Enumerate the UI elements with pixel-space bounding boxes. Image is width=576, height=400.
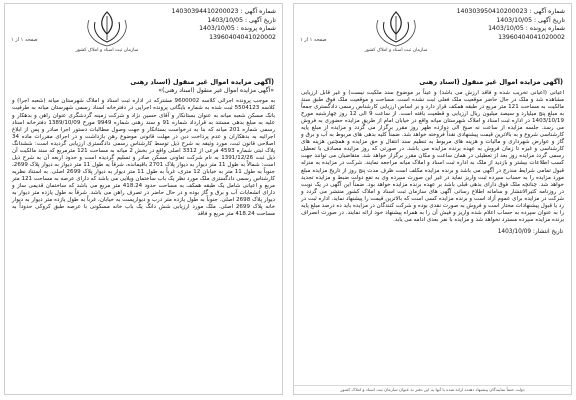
- registry-logo: [364, 8, 428, 64]
- page-header: [294, 4, 571, 78]
- row-number: 13960404041020002: [498, 33, 565, 41]
- notice-page-right: [293, 3, 572, 395]
- notice-page-left: [4, 3, 283, 395]
- page-header: [5, 4, 282, 78]
- notice-date: تاریخ آگهی : 1403/10/05: [207, 16, 276, 24]
- logo-caption: سازمان ثبت اسناد و املاک کشور: [75, 48, 139, 53]
- notice-date: تاریخ آگهی : 1403/10/05: [496, 16, 565, 24]
- page-number: صفحه ۱ از ۱: [11, 37, 38, 43]
- body-paragraph: اعیانی (اعیانی تخریب شده و فاقد ارزش می باشد) و عیناً بر موضوع سند ملکیت نیست) و غیر قابل ارزیابی مشاهده شد و ملک در حال حاضر موقعیت ملک فعلی ثبت نشده است. مساحت و موقعیت ملک فوق طبق سند مالکیت به مساحت 121 متر مربع در طبقه همکف قرار دارد و بر اساس ارزیابی کارشناس رسمی دادگستری جمعاً به مبلغ پنج میلیارد و سیصد میلیون ریال ارزیابی و قطعیت یافته است. از ساعت 9 الی 12 روز چهارشنبه مورخ 1403/10/19 در اداره ثبت اسناد و املاک شهرستان میانه واقع در خیابان امام از طریق مزایده حضوری به فروش می رسد. جلسه مزایده از ساعت نه صبح الی دوازده ظهر روز مقرر برگزار می گردد و مزایده از مبلغ پایه کارشناسی شروع و به بالاترین قیمت پیشنهادی نقداً فروخته خواهد شد. ضمناً کلیه بدهی های مربوط به آب و برق و گاز و عوارض شهرداری و مالیات و هزینه های مربوط به تنظیم سند انتقال و حق مزایده و همچنین هزینه های کارشناسی و غیره تا زمان فروش به عهده برنده مزایده می باشد. در صورتی که روز مزایده مصادف با تعطیل رسمی گردد مزایده روز بعد از تعطیلی در همان ساعت و مکان مقرر برگزار خواهد شد. متقاضیان می توانند جهت کسب اطلاعات بیشتر و بازدید از ملک به اداره ثبت اسناد و املاک میانه مراجعه نمایند. شرکت در مزایده به منزله قبول تمامی شرایط مندرج در آگهی می باشد و برنده مزایده مکلف است ظرف مدت پنج روز از تاریخ مزایده مبلغ مورد مزایده را به حساب سپرده ثبت واریز نماید در غیر این صورت سپرده وی به نفع دولت ضبط و مزایده تجدید خواهد شد. چنانچه ملک فوق دارای بدهی قبلی باشد بر عهده برنده مزایده خواهد بود. ضمناً این آگهی در یک نوبت در روزنامه کثیرالانتشار و سامانه اطلاع رسانی آگهی های سازمان ثبت اسناد و املاک کشور منتشر می گردد و شرکت در مزایده برای عموم آزاد است و برنده مزایده کسی است که بالاترین قیمت را پیشنهاد نماید. اداره ثبت در رد یا قبول پیشنهادات مختار است و فروش به صورت نقدی بوده و شرکت کنندگان در مزایده باید ده درصد مبلغ پایه را به عنوان سپرده به حساب اعلام شده واریز و فیش آن را به همراه پیشنهاد خود ارائه نمایند. در صورت انصراف برنده مزایده سپرده مسترد نخواهد شد و مزایده با نفر بعدی ادامه می یابد.: [301, 90, 565, 223]
- notice-meta: [172, 8, 276, 42]
- notice-title: (آگهی مزایده اموال غیر منقول (اسناد رهنی: [419, 78, 563, 86]
- notice-meta: [457, 8, 565, 42]
- row-number: 13960404041020002: [209, 33, 276, 41]
- page-number: صفحه ۱ از ۱: [300, 37, 327, 43]
- file-number: شماره پرونده : 1403/10/05: [488, 25, 565, 33]
- body-paragraph: به موجب پرونده اجرائی کلاسه 9600002 مشترکه در اداره ثبت اسناد و املاک شهرستان میانه (شعبه اجرا) و کلاسه 5504123 ثبت شده به شماره بایگانی پرونده اجرایی در دفترخانه اسناد رسمی شهرستان میانه به طرفیت بانک مسکن شعبه میانه به عنوان بستانکار و آقای حسین نژاد و شرکت زمینه گردشگری عنوان راهن و بدهکار و علیه به مبلغ بدهی مستند به قرارداد شماره 91 و سند رهنی شماره 9949 مورخ 1389/10/09 دفترخانه اسناد رسمی شماره 201 میانه که بنا به درخواست بستانکار و جهت وصول مطالبات دستور اجرا صادر و پس از ابلاغ اجرائیه به بدهکاران و عدم پرداخت دین در مهلت قانونی موضوع رهن بازداشت و در اجرای مقررات ماده 34 اصلاحی قانون ثبت، مورد وثیقه به شرح ذیل توسط کارشناس رسمی دادگستری ارزیابی گردیده است: ششدانگ پلاک ثبتی شماره 4593 فرعی از 3312 اصلی واقع در بخش 2 میانه به مساحت 121 مترمربع که سند مالکیت آن ذیل ثبت 1391/12/26 به نام شرکت تعاونی مسکن صادر و تسلیم گردیده است و حدود اربعه آن به شرح ذیل است: شمالاً به طول 11 متر دیوار به دیوار پلاک 2701 باقیمانده، شرقاً به طول 11 متر دیوار به دیوار پلاک 2699، جنوباً به طول 11 متر به خیابان 12 متری، غرباً به طول 11 متر دیوار به دیوار پلاک 2699 اصلی. به استناد نظریه کارشناس رسمی دادگستری ملک مورد نظر یک باب ساختمان ویلایی می باشد که دارای عرصه به مساحت 121 متر مربع و اعیانی شامل یک طبقه همکف به مساحت حدود 418.24 متر مربع می باشد که ساختمان قدیمی ساز و دارای انشعابات آب و برق و گاز بوده و در حال حاضر در تصرف راهن می باشد. شرقاً به طول یازده متر دیوار به دیوار پلاک 2698 اصلی. جنوباً به طول یازده متر درب و دیواریست به خیابان، غرباً به طول یازده متر دیوار به دیوار خانه پلاک 2699 اصلی. ملک مورد ارزیابی شش دانگ یک باب خانه مسکونی با عرصه طبق کروکی حدوداً به مساحت 418.24 متر مربع و فاقد: [12, 98, 276, 218]
- registry-logo: [75, 8, 139, 64]
- emblem-icon: [75, 8, 139, 48]
- notice-title: (آگهی مزایده اموال غیر منقول (اسناد رهنی: [130, 78, 274, 86]
- document-spread: [4, 3, 572, 397]
- publish-date: تاریخ انتشار: 1403/10/09: [497, 228, 563, 235]
- emblem-icon: [364, 8, 428, 48]
- logo-caption: سازمان ثبت اسناد و املاک کشور: [364, 48, 428, 53]
- file-number: شماره پرونده : 1403/10/05: [199, 25, 276, 33]
- notice-subtitle: «آگهی مزایده اموال غیر منقول (اسناد رهنی)»: [158, 87, 274, 94]
- notice-number: شماره آگهی : 140303950410200023: [456, 8, 565, 15]
- notice-body: [294, 87, 571, 224]
- page-footer: دولت حتماً نمایندگان پیشنهاد دهنده ارائه شده یا آنها به این دفتر به عنوان سازمان ثبت اسناد و املاک کشور: [294, 385, 571, 394]
- notice-body: [5, 95, 282, 218]
- notice-number: شماره آگهی : 14030394410200023: [171, 8, 276, 15]
